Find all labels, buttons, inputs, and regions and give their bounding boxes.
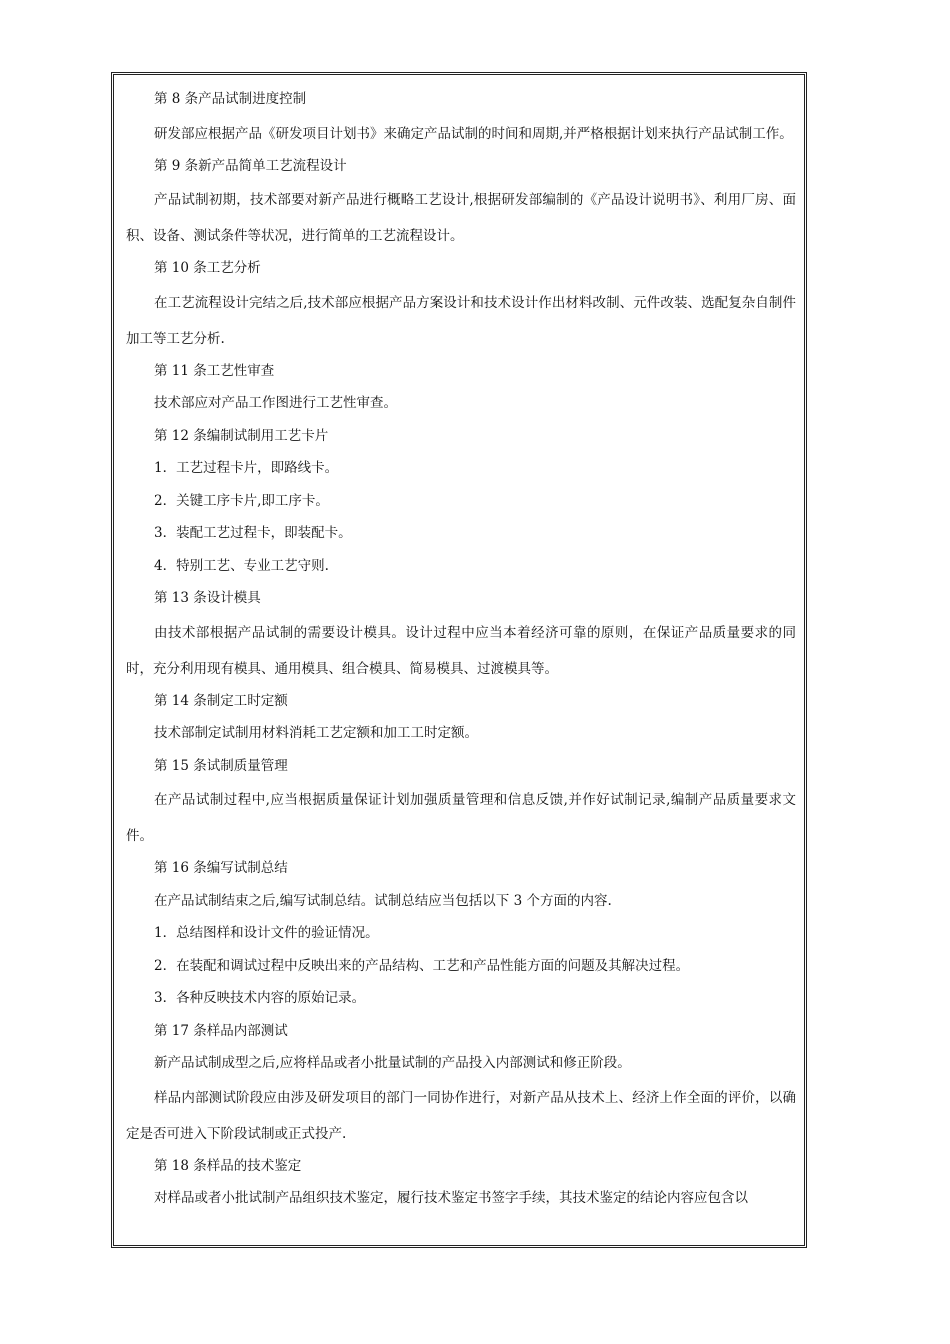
article-9-heading: 第 9 条新产品简单工艺流程设计	[154, 157, 347, 174]
article-12-heading: 第 12 条编制试制用工艺卡片	[154, 427, 329, 444]
list-item: 3．装配工艺过程卡，即装配卡。	[154, 525, 352, 541]
article-16-body: 在产品试制结束之后,编写试制总结。试制总结应当包括以下 3 个方面的内容.	[154, 892, 612, 909]
list-item: 2．在装配和调试过程中反映出来的产品结构、工艺和产品性能方面的问题及其解决过程。	[154, 957, 690, 974]
article-18-heading: 第 18 条样品的技术鉴定	[154, 1157, 302, 1174]
article-11-heading: 第 11 条工艺性审查	[154, 362, 275, 379]
article-16-heading: 第 16 条编写试制总结	[154, 860, 288, 876]
article-10-heading: 第 10 条工艺分析	[154, 260, 261, 276]
article-15-body: 在产品试制过程中,应当根据质量保证计划加强质量管理和信息反馈,并作好试制记录,编制产品质量要求文件。	[126, 792, 796, 844]
list-item: 2．关键工序卡片,即工序卡。	[154, 492, 329, 509]
list-item: 1．工艺过程卡片，即路线卡。	[154, 460, 339, 476]
article-17-body-2: 样品内部测试阶段应由涉及研发项目的部门一同协作进行，对新产品从技术上、经济上作全面的评价，以确定是否可进入下阶段试制或正式投产.	[126, 1089, 796, 1142]
article-14-body: 技术部制定试制用材料消耗工艺定额和加工工时定额。	[154, 725, 478, 741]
article-13-heading: 第 13 条设计模具	[154, 590, 261, 606]
list-item: 3．各种反映技术内容的原始记录。	[154, 990, 366, 1006]
article-14-heading: 第 14 条制定工时定额	[154, 692, 288, 709]
document-frame	[111, 72, 807, 1248]
article-11-body: 技术部应对产品工作图进行工艺性审查。	[154, 395, 397, 411]
article-8-heading: 第 8 条产品试制进度控制	[154, 91, 307, 107]
article-9-body: 产品试制初期，技术部要对新产品进行概略工艺设计,根据研发部编制的《产品设计说明书》、利用厂房、面积、设备、测试条件等状况，进行简单的工艺流程设计。	[126, 192, 796, 244]
article-13-body: 由技术部根据产品试制的需要设计模具。设计过程中应当本着经济可靠的原则，在保证产品质量要求的同时，充分利用现有模具、通用模具、组合模具、简易模具、过渡模具等。	[126, 624, 796, 677]
article-8-body: 研发部应根据产品《研发项目计划书》来确定产品试制的时间和周期,并严格根据计划来执行产品试制工作。	[154, 125, 793, 142]
article-15-heading: 第 15 条试制质量管理	[154, 757, 288, 774]
document-content	[126, 83, 796, 1215]
article-17-body: 新产品试制成型之后,应将样品或者小批量试制的产品投入内部测试和修正阶段。	[154, 1055, 631, 1071]
list-item: 4．特别工艺、专业工艺守则.	[154, 557, 329, 574]
list-item: 1．总结图样和设计文件的验证情况。	[154, 925, 379, 941]
article-18-body: 对样品或者小批试制产品组织技术鉴定，履行技术鉴定书签字手续，其技术鉴定的结论内容应包含以	[154, 1190, 748, 1206]
article-17-heading: 第 17 条样品内部测试	[154, 1022, 288, 1039]
article-10-body: 在工艺流程设计完结之后,技术部应根据产品方案设计和技术设计作出材料改制、元件改装、选配复杂自制件加工等工艺分析.	[126, 294, 796, 347]
